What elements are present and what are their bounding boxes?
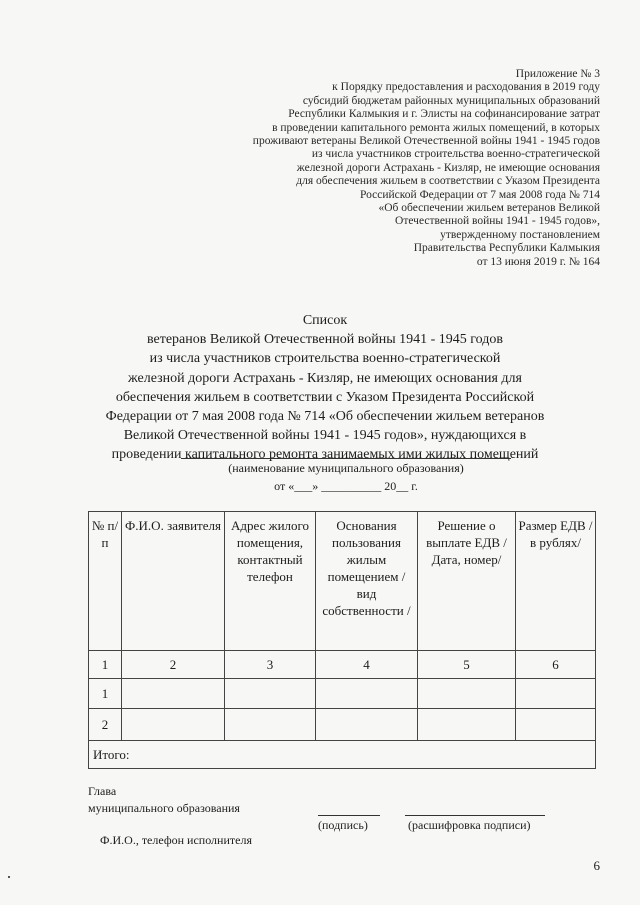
head-title: Глава — [88, 784, 117, 798]
table-cell — [316, 679, 418, 709]
date-line: от «___» __________ 20__ г. — [274, 479, 418, 493]
table-cell — [418, 709, 516, 741]
table-row — [89, 709, 596, 741]
column-number: 2 — [122, 651, 225, 679]
title-line: железной дороги Астрахань - Кизляр, не имеющих основания для — [128, 370, 522, 386]
decode-underline — [405, 815, 545, 816]
page-number: 6 — [593, 858, 600, 873]
appendix-line: «Об обеспечении жильем ветеранов Великой — [378, 202, 600, 215]
column-number: 6 — [516, 651, 596, 679]
decode-caption: (расшифровка подписи) — [408, 818, 531, 832]
column-number: 3 — [225, 651, 316, 679]
document-title — [70, 311, 580, 465]
table-cell — [516, 709, 596, 741]
header-cell: № п/п — [89, 512, 122, 651]
table-header-row — [89, 512, 596, 651]
total-label: Итого: — [89, 741, 596, 769]
signature-underline — [318, 815, 380, 816]
table-cell — [225, 709, 316, 741]
column-number: 1 — [89, 651, 122, 679]
appendix-line: из числа участников строительства военно-стратегической — [311, 148, 600, 161]
column-number: 5 — [418, 651, 516, 679]
appendix-line: субсидий бюджетам районных муниципальных образований — [302, 94, 600, 107]
appendix-line: железной дороги Астрахань - Кизляр, не имеющие основания — [296, 161, 600, 174]
header-cell: Решение о выплате ЕДВ /Дата, номер/ — [418, 512, 516, 651]
title-line: проведении капитального ремонта занимаемых ими жилых помещений — [111, 447, 539, 463]
appendix-line: Российской Федерации от 7 мая 2008 года № 714 — [360, 188, 600, 201]
header-cell: Адрес жилого помещения, контактный телефон — [225, 512, 316, 651]
table-cell: 2 — [89, 709, 122, 741]
title-line: Великой Отечественной войны 1941 - 1945 годов», нуждающихся в — [123, 428, 527, 444]
appendix-line: от 13 июня 2019 г. № 164 — [476, 255, 600, 268]
table-cell — [225, 679, 316, 709]
scan-speck — [8, 876, 10, 878]
title-line: из числа участников строительства военно-стратегической — [149, 351, 501, 367]
column-number: 4 — [316, 651, 418, 679]
table-cell: 1 — [89, 679, 122, 709]
table-row — [89, 679, 596, 709]
appendix-block — [180, 68, 600, 269]
appendix-line: Отечественной войны 1941 - 1945 годов», — [395, 215, 600, 228]
municipality-field — [176, 458, 516, 475]
table-cell — [516, 679, 596, 709]
municipality-underline — [181, 458, 511, 459]
appendix-line: к Порядку предоставления и расходования в 2019 году — [332, 81, 600, 94]
title-line: ветеранов Великой Отечественной войны 1941 - 1945 годов — [146, 332, 504, 348]
header-cell: Размер ЕДВ /в рублях/ — [516, 512, 596, 651]
appendix-line: утвержденному постановлением — [440, 228, 600, 241]
total-row — [89, 741, 596, 769]
appendix-line: для обеспечения жильем в соответствии с Указом Президента — [296, 175, 600, 188]
appendix-line: в проведении капитального ремонта жилых помещений, в которых — [272, 121, 600, 134]
title-line: обеспечения жильем в соответствии с Указом Президента Российской — [115, 389, 535, 405]
title-line: Список — [302, 313, 348, 328]
appendix-line: Правительства Республики Калмыкия — [413, 242, 600, 255]
table-cell — [316, 709, 418, 741]
signature-caption: (подпись) — [318, 818, 368, 832]
column-number-row — [89, 651, 596, 679]
header-cell: Основания пользования жилым помещением /вид собственности / — [316, 512, 418, 651]
title-line: Федерации от 7 мая 2008 года № 714 «Об обеспечении жильем ветеранов — [105, 409, 545, 425]
executor-label: Ф.И.О., телефон исполнителя — [100, 833, 252, 847]
municipality-caption: (наименование муниципального образования) — [228, 461, 464, 475]
veterans-table — [88, 511, 596, 769]
table-cell — [418, 679, 516, 709]
header-cell: Ф.И.О. заявителя — [122, 512, 225, 651]
head-municipality: муниципального образования — [88, 801, 240, 815]
appendix-line: Приложение № 3 — [515, 68, 600, 80]
appendix-line: Республики Калмыкия и г. Элисты на софинансирование затрат — [288, 108, 600, 121]
table-cell — [122, 709, 225, 741]
table-cell — [122, 679, 225, 709]
appendix-line: проживают ветераны Великой Отечественной войны 1941 - 1945 годов — [252, 135, 600, 148]
